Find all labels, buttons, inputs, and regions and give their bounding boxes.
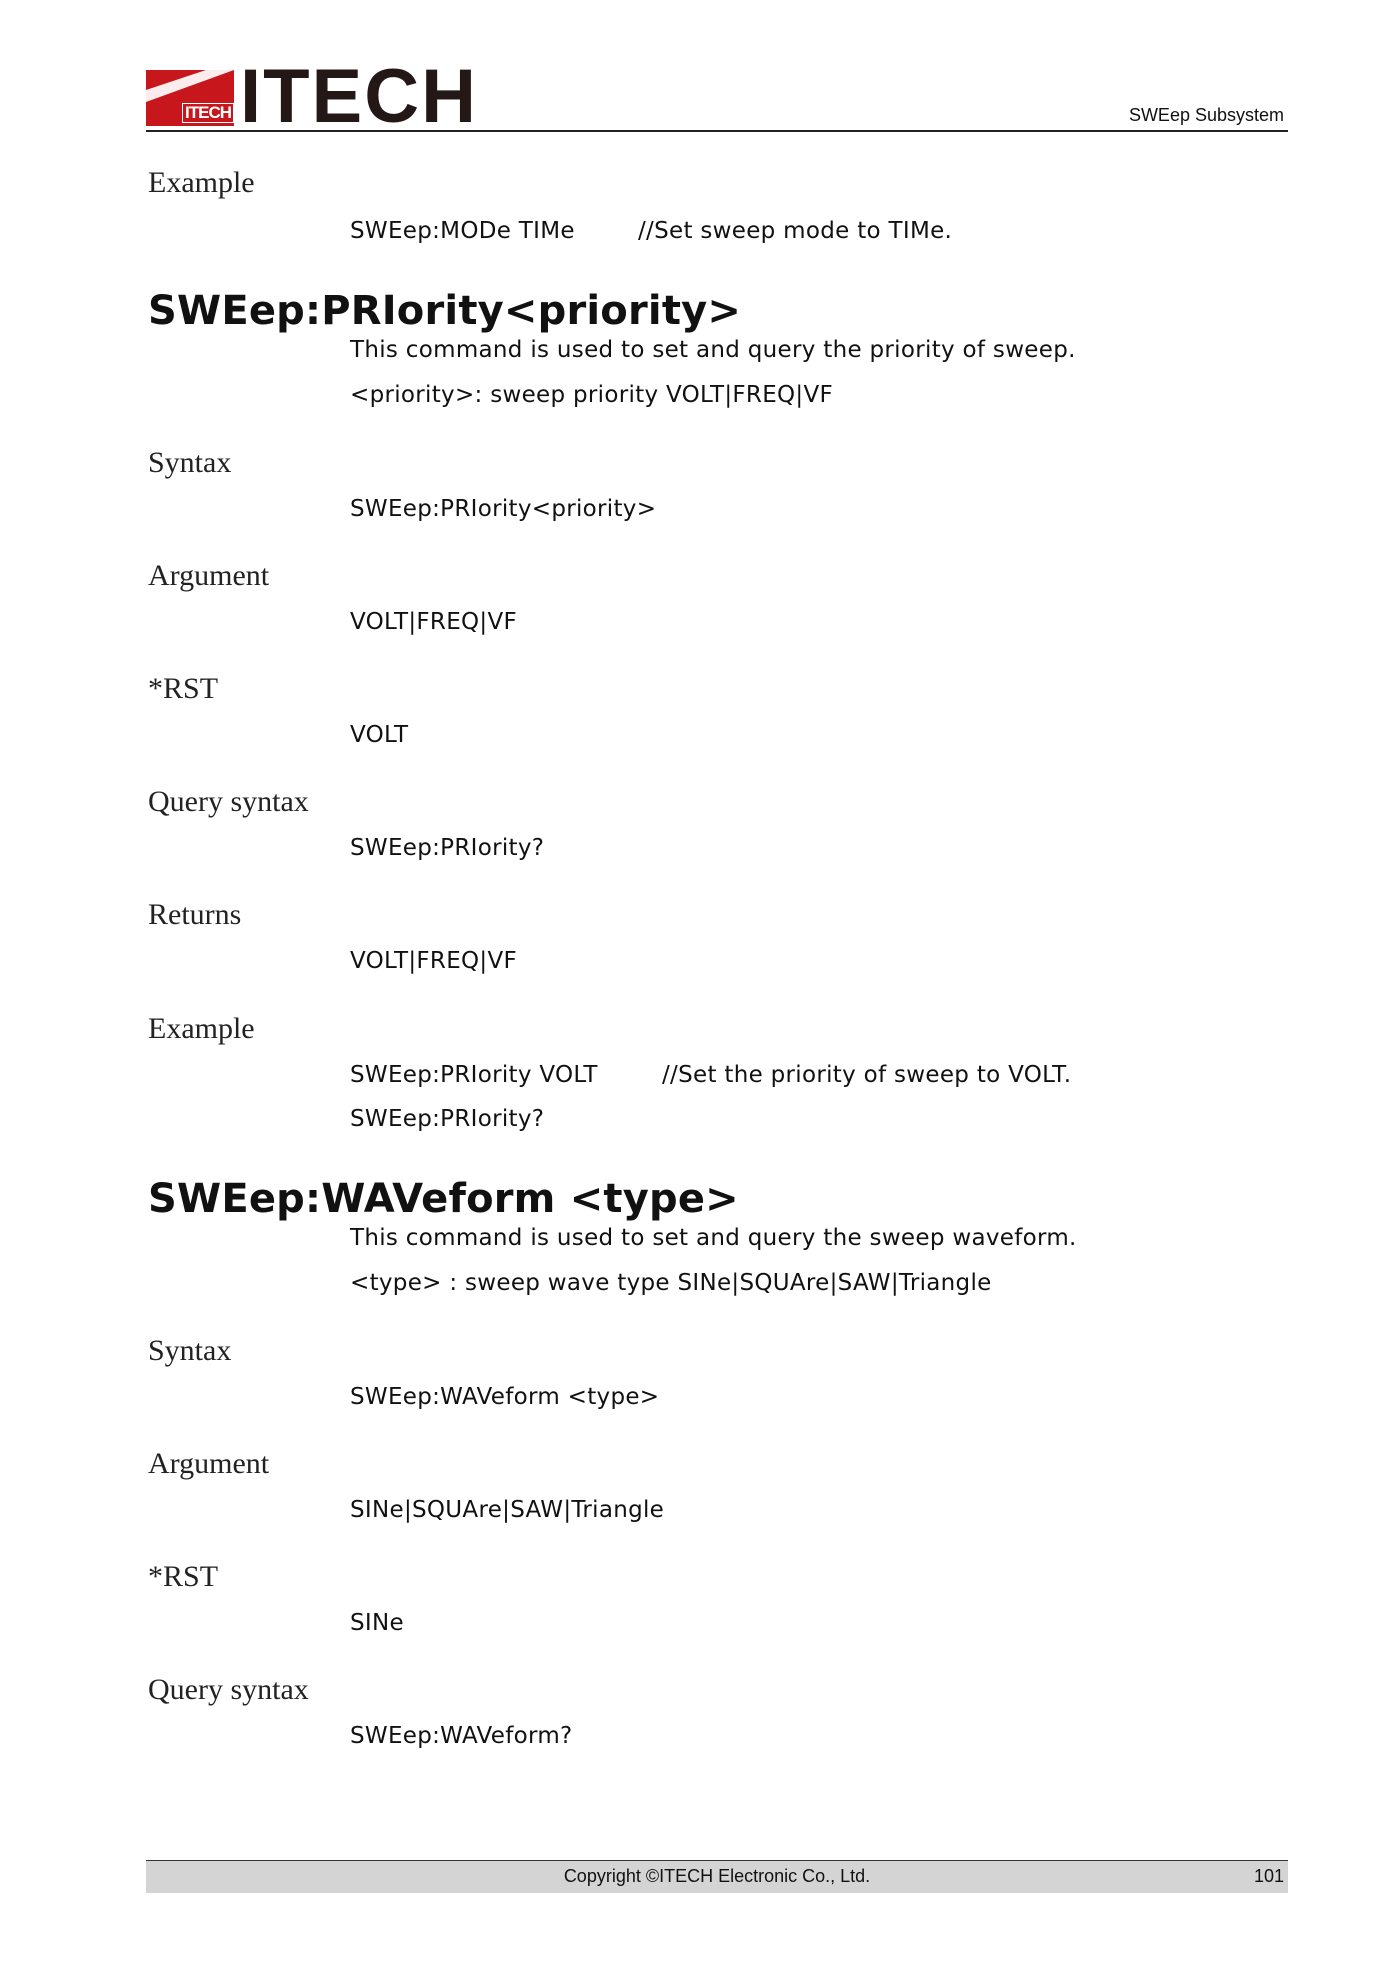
waveform-query: SWEep:WAVeform? <box>350 1723 573 1749</box>
priority-syntax: SWEep:PRIority<priority> <box>350 496 657 522</box>
section-title: SWEep Subsystem <box>1128 105 1284 125</box>
priority-query: SWEep:PRIority? <box>350 835 545 861</box>
priority-query-label: Query syntax <box>148 785 309 818</box>
priority-example-label: Example <box>148 1012 255 1045</box>
priority-example-comment: //Set the priority of sweep to VOLT. <box>662 1062 1072 1088</box>
priority-returns: VOLT|FREQ|VF <box>350 948 518 974</box>
waveform-argument: SINe|SQUAre|SAW|Triangle <box>350 1497 665 1523</box>
waveform-rst: SINe <box>350 1610 404 1636</box>
waveform-heading: SWEep:WAVeform <type> <box>148 1176 739 1222</box>
priority-heading: SWEep:PRIority<priority> <box>148 288 742 334</box>
priority-description: This command is used to set and query the priority of sweep. <box>350 337 1076 363</box>
priority-rst: VOLT <box>350 722 409 748</box>
waveform-param: <type> : sweep wave type SINe|SQUAre|SAW|Triangle <box>350 1270 992 1296</box>
copyright-text: Copyright ©ITECH Electronic Co., Ltd. <box>563 1866 871 1886</box>
waveform-description: This command is used to set and query the sweep waveform. <box>350 1225 1077 1251</box>
priority-returns-label: Returns <box>148 898 242 931</box>
waveform-syntax: SWEep:WAVeform <type> <box>350 1384 660 1410</box>
priority-param: <priority>: sweep priority VOLT|FREQ|VF <box>350 382 834 408</box>
priority-rst-label: *RST <box>148 672 219 705</box>
page-number: 101 <box>1253 1866 1284 1886</box>
waveform-syntax-label: Syntax <box>148 1334 232 1367</box>
waveform-query-label: Query syntax <box>148 1673 309 1706</box>
waveform-argument-label: Argument <box>148 1447 270 1480</box>
prev-example-comment: //Set sweep mode to TIMe. <box>638 218 953 244</box>
logo-mini-text: ITECH <box>182 103 234 123</box>
waveform-rst-label: *RST <box>148 1560 219 1593</box>
prev-example-label: Example <box>148 166 255 199</box>
priority-example-query: SWEep:PRIority? <box>350 1106 545 1132</box>
itech-logo <box>146 54 478 139</box>
logo-text: ITECH <box>240 54 478 139</box>
logo-mark <box>146 70 234 126</box>
priority-argument: VOLT|FREQ|VF <box>350 609 518 635</box>
page-footer <box>146 1860 1288 1893</box>
priority-argument-label: Argument <box>148 559 270 592</box>
priority-example-command: SWEep:PRIority VOLT <box>350 1062 598 1088</box>
prev-example-command: SWEep:MODe TIMe <box>350 218 575 244</box>
priority-syntax-label: Syntax <box>148 446 232 479</box>
page-header <box>146 54 1288 139</box>
